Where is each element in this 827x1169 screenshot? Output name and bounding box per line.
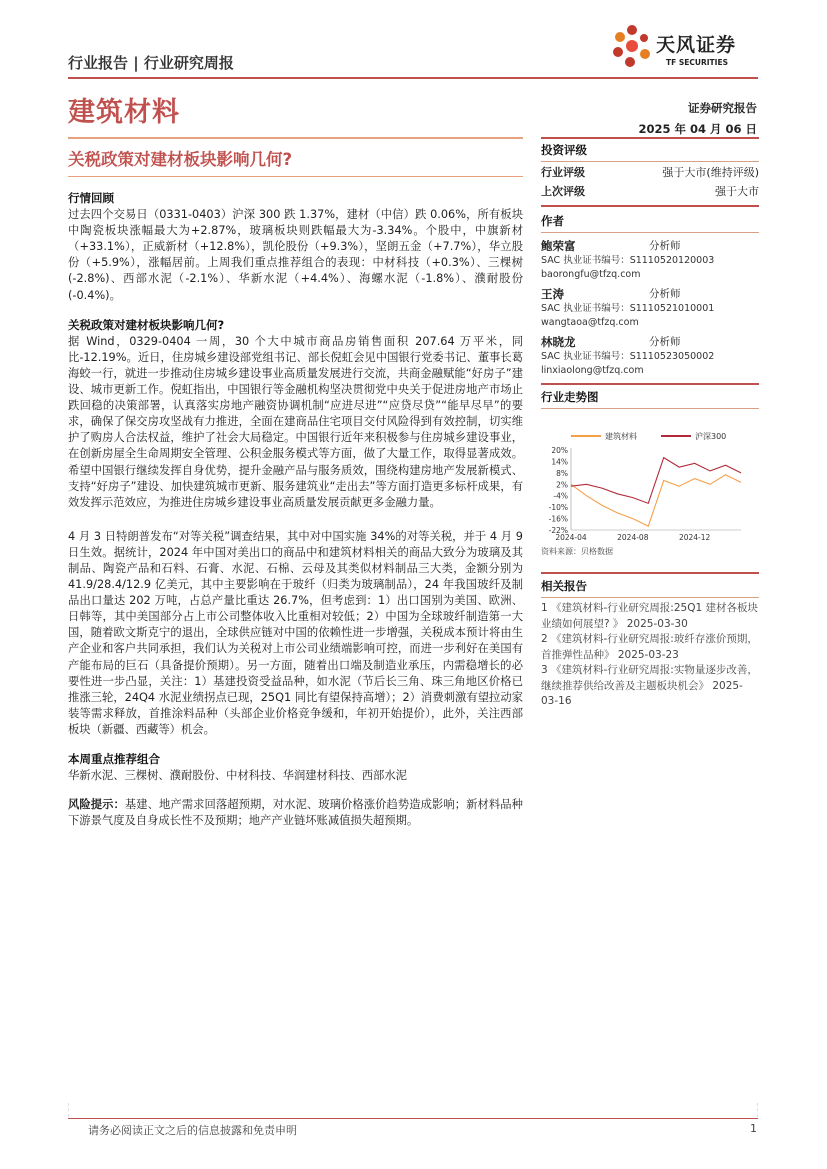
related-report-item[interactable]: 2 《建筑材料-行业研究周报:玻纤存涨价预期，首推弹性品种》 2025-03-23	[541, 633, 758, 661]
analyst-name: 鲍荣富	[541, 239, 576, 253]
chart-top-rule	[541, 383, 759, 385]
chart-rule	[541, 408, 759, 409]
page-number: 1	[750, 1122, 757, 1135]
y-tick-label: -22%	[548, 526, 568, 535]
industry-rating-value: 强于大市(维持评级)	[662, 165, 759, 179]
analyst-name: 林晓龙	[541, 335, 576, 349]
prev-rating-value: 强于大市	[715, 184, 759, 198]
review-heading: 行情回顾	[68, 191, 114, 205]
logo-text-cn: 天风证券	[656, 34, 737, 56]
authors-block	[541, 205, 759, 377]
industry-trend-chart	[541, 428, 759, 560]
rating-block	[541, 137, 759, 200]
trend-chart-svg	[541, 428, 759, 544]
legend-label: 建筑材料	[605, 432, 637, 441]
risk-paragraph	[68, 797, 523, 829]
prev-rating-row	[541, 181, 759, 200]
related-report-item[interactable]: 3 《建筑材料-行业研究周报:实物量逐步改善，继续推荐供给改善及主题板块机会》 2025-03-16	[541, 664, 758, 707]
footer-disclaimer: 请务必阅读正文之后的信息披露和免责申明	[88, 1124, 297, 1137]
y-tick-label: 8%	[556, 468, 568, 478]
chart-heading: 行业走势图	[541, 390, 599, 404]
report-category: 行业报告 | 行业研究周报	[68, 54, 234, 72]
rating-top-rule	[541, 137, 759, 139]
related-report-item[interactable]: 1 《建筑材料-行业研究周报:25Q1 建材各板块业绩如何展望? 》 2025-03-30	[541, 602, 758, 630]
analyst-sac: SAC 执业证书编号：S1110523050002	[541, 351, 715, 362]
related-rule	[541, 597, 759, 598]
related-heading: 相关报告	[541, 579, 587, 593]
industry-rating-row	[541, 162, 759, 181]
x-tick-label: 2024-04	[555, 533, 587, 542]
portfolio-heading: 本周重点推荐组合	[68, 752, 160, 766]
analyst-email[interactable]: wangtaoa@tfzq.com	[541, 316, 639, 328]
analyst-role: 分析师	[649, 288, 681, 300]
report-date: 2025 年 04 月 06 日	[638, 122, 757, 136]
header-divider	[68, 77, 758, 79]
portfolio-paragraph: 华新水泥、三棵树、濮耐股份、中材科技、华润建材科技、西部水泥	[68, 769, 407, 783]
authors-heading: 作者	[541, 214, 564, 228]
analyst-entry	[541, 334, 759, 377]
x-tick-label: 2024-12	[678, 533, 711, 542]
risk-label: 风险提示：	[68, 798, 125, 812]
report-title: 关税政策对建材板块影响几何?	[68, 150, 293, 169]
risk-text: 基建、地产需求回落超预期，对水泥、玻璃价格涨价趋势造成影响；新材料品种下游景气度及自身成长性不及预期；地产产业链坏账减值损失超预期。	[68, 798, 523, 828]
y-tick-label: -16%	[548, 514, 568, 524]
footer-frame	[68, 1103, 758, 1117]
series-line	[571, 475, 741, 526]
chart-source: 资料来源：贝格数据	[541, 547, 613, 556]
analyst-entry	[541, 238, 759, 281]
authors-rule	[541, 232, 759, 233]
sector-title: 建筑材料	[68, 97, 180, 128]
legend-label: 沪深300	[695, 432, 727, 441]
y-tick-label: 2%	[556, 480, 568, 490]
y-tick-label: -10%	[548, 503, 568, 513]
review-paragraph: 过去四个交易日（0331-0403）沪深 300 跌 1.37%，建材（中信）跌 0.06%，所有板块中陶瓷板块涨幅最大为+2.87%，玻璃板块则跌幅最大为-3.34%。个股中，中旗新材（+33.1%），正威新材（+12.8%），凯伦股份（+9.3%），坚朗五金（+7.7%），华立股份（+5.9%），涨幅居前。上周我们重点推荐组合的表现：中材科技（+0.3%）、三棵树(-2.8%)、西部水泥（-2.1%）、华新水泥（+4.4%）、海螺水泥（-1.8%）、濮耐股份(-0.4%)。	[68, 208, 523, 302]
impact-heading: 关税政策对建材板块影响几何?	[68, 317, 225, 332]
x-tick-label: 2024-08	[617, 533, 649, 542]
analyst-entry	[541, 286, 759, 329]
chart-heading-block	[541, 383, 759, 409]
analyst-name: 王涛	[541, 287, 564, 301]
title-top-divider	[68, 137, 523, 139]
related-top-rule	[541, 572, 759, 574]
prev-rating-label: 上次评级	[541, 184, 585, 198]
analyst-role: 分析师	[649, 336, 681, 348]
analyst-sac: SAC 执业证书编号：S1110521010001	[541, 303, 715, 314]
authors-top-rule	[541, 205, 759, 207]
analyst-email[interactable]: linxiaolong@tfzq.com	[541, 364, 644, 376]
main-content	[68, 190, 523, 842]
analyst-role: 分析师	[649, 240, 681, 252]
rating-heading: 投资评级	[541, 143, 587, 157]
y-tick-label: 20%	[551, 446, 568, 455]
y-tick-label: -4%	[553, 491, 568, 501]
analyst-sac: SAC 执业证书编号：S1110520120003	[541, 255, 715, 266]
title-bottom-divider	[68, 176, 523, 177]
impact-paragraph-2: 4 月 3 日特朗普发布“对等关税”调查结果，其中对中国实施 34%的对等关税，并于 4 月 9 日生效。据统计，2024 年中国对美出口的商品中和建筑材料相关的商品大致分为玻璃及其制品、陶瓷产品和石料、石膏、水泥、石棉、云母及其类似材料制品三大类，金额分别为 41.9/28.4/12.9 亿美元，其中主要影响在于玻纤（归类为玻璃制品），24 年我国玻纤及制品出口量达 202 万吨，占总产量比重达 26.7%，但考虑到：1）出口国别为美国、欧洲、日韩等，其中美国部分占上市公司整体收入比重相对较低；2）中国为全球玻纤制造第一大国，随着欧文斯克宁的退出，全球供应链对中国的依赖性进一步增强，关税成本预计将由生产企业和客户共同承担，我们认为关税对上市公司业绩端影响可控，而进一步利好在美国有产能布局的巨石（具备提价预期）。另一方面，随着出口端及制造业承压，内需稳增长的必要性进一步凸显，关注：1）基建投资受益品种，如水泥（节后长三角、珠三角地区价格已推涨三轮，24Q4 水泥业绩拐点已现，25Q1 同比有望保持高增）；2）消费刺激有望拉动家装等需求释放，首推涂料品种（头部企业价格竞争缓和，年初开始提价），此外，关注西部板块（新疆、西藏等）机会。	[68, 529, 523, 736]
analyst-email[interactable]: baorongfu@tfzq.com	[541, 268, 641, 280]
impact-paragraph-1: 据 Wind，0329-0404 一周，30 个大中城市商品房销售面积 207.64 万平米，同比-12.19%。近日，住房城乡建设部党组书记、部长倪虹会见中国银行党委书记、董事长葛海蛟一行，就进一步推动住房城乡建设事业高质量发展进行交流，共商金融赋能“好房子”建设、城市更新工作。倪虹指出，中国银行等金融机构坚决贯彻党中央关于促进房地产市场止跌回稳的决策部署，认真落实房地产融资协调机制“应进尽进”“应贷尽贷”“能早尽早”的要求，确保了保交房攻坚战有力推进，全面在建商品住宅项目交付风险得到有效控制，切实维护了购房人合法权益，维护了社会大局稳定。中国银行近年来积极参与住房城乡建设事业，在创新房屋全生命周期安全管理、公积金服务模式等方面，做了大量工作，取得显著成效。希望中国银行继续发挥自身优势，提升金融产品与服务质效，围绕构建房地产发展新模式、支持“好房子”建设、加快建筑城市更新、服务建筑业“走出去”等方面打造更多标杆成果，有效发挥示范效应，为推进住房城乡建设事业高质量发展贡献更多金融力量。	[68, 334, 523, 509]
company-logo	[610, 22, 760, 72]
report-type: 证券研究报告	[688, 101, 757, 115]
related-block	[541, 572, 759, 710]
y-tick-label: 14%	[551, 457, 568, 467]
industry-rating-label: 行业评级	[541, 165, 585, 179]
logo-mark-icon	[610, 24, 654, 70]
footer-divider	[68, 1118, 758, 1119]
logo-text-en: TF SECURITIES	[666, 58, 728, 67]
